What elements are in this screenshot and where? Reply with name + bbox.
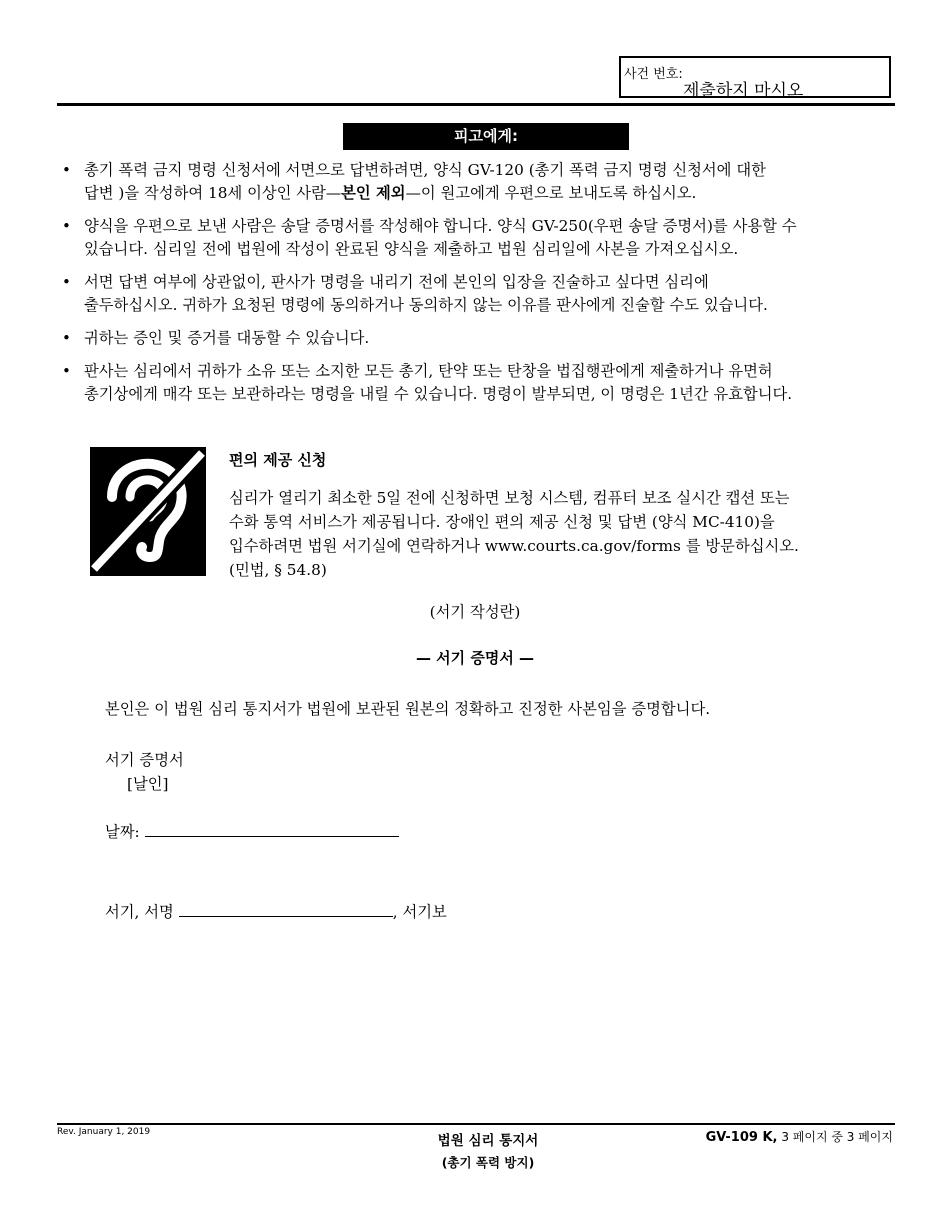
list-item <box>60 159 900 205</box>
bullet-line: 답변 )을 작성하여 18세 이상인 사람— <box>84 184 342 202</box>
signature-prefix: 서기, 서명 <box>105 903 174 921</box>
instruction-list <box>60 159 900 416</box>
accommodation-line: 입수하려면 법원 서기실에 연락하거나 www.courts.ca.gov/forms 를 방문하십시오. <box>229 537 799 555</box>
signature-suffix: , 서기보 <box>392 903 447 921</box>
bullet-line: 귀하는 증인 및 증거를 대동할 수 있습니다. <box>84 329 370 347</box>
bullet-line: 서면 답변 여부에 상관없이, 판사가 명령을 내리기 전에 본인의 입장을 진술하고 싶다면 심리에 <box>84 273 709 291</box>
bullet-line: 총기 폭력 금지 명령 신청서에 서면으로 답변하려면, 양식 GV-120 (총기 폭력 금지 명령 신청서에 대한 <box>84 161 766 179</box>
bullet-line: 총기상에게 매각 또는 보관하라는 명령을 내릴 수 있습니다. 명령이 발부되면, 이 명령은 1년간 유효합니다. <box>84 385 793 403</box>
accommodation-line: (민법, § 54.8) <box>229 561 327 579</box>
bullet-icon: • <box>62 217 71 235</box>
list-item <box>60 360 900 406</box>
bullet-line: 있습니다. 심리일 전에 법원에 작성이 완료된 양식을 제출하고 법원 심리일에 사본을 가져오십시오. <box>84 240 739 258</box>
accommodation-text <box>229 486 869 582</box>
bullet-icon: • <box>62 273 71 291</box>
bullet-icon: • <box>62 362 71 380</box>
bold-phrase: 본인 제외 <box>341 184 406 202</box>
signature-row <box>105 900 447 922</box>
date-field-row <box>105 820 399 842</box>
form-title: 법원 심리 통지서 <box>437 1133 539 1149</box>
bullet-line: —이 원고에게 우편으로 보내도록 하십시오. <box>405 184 697 202</box>
accommodation-line: 수화 통역 서비스가 제공됩니다. 장애인 편의 제공 신청 및 답변 (양식 MC-410)을 <box>229 513 775 531</box>
clerk-certificate-block <box>105 748 184 796</box>
clerk-signature-field[interactable] <box>179 902 393 917</box>
form-subtitle: (총기 폭력 방지) <box>441 1155 535 1170</box>
bullet-line: 판사는 심리에서 귀하가 소유 또는 소지한 모든 총기, 탄약 또는 탄창을 법집행관에게 제출하거나 유면허 <box>84 362 773 380</box>
bullet-line: 양식을 우편으로 보낸 사람은 송달 증명서를 작성해야 합니다. 양식 GV-250(우편 송달 증명서)를 사용할 수 <box>84 217 797 235</box>
case-number-label: 사건 번호: <box>624 67 683 82</box>
page-number <box>706 1128 893 1145</box>
case-number-box <box>619 56 891 101</box>
accommodation-line: 심리가 열리기 최소한 5일 전에 신청하면 보청 시스템, 컴퓨터 보조 실시간 캡션 또는 <box>229 489 790 507</box>
header-divider <box>57 103 895 106</box>
accommodation-title: 편의 제공 신청 <box>229 451 327 469</box>
certification-statement: 본인은 이 법원 심리 통지서가 법원에 보관된 원본의 정확하고 진정한 사본임을 증명합니다. <box>105 700 711 718</box>
hearing-assistance-icon <box>90 447 206 576</box>
date-field[interactable] <box>145 822 399 837</box>
date-label: 날짜: <box>105 823 140 841</box>
seal-label: [날인] <box>127 775 169 793</box>
section-banner: 피고에게: <box>343 123 629 150</box>
revision-date: Rev. January 1, 2019 <box>57 1127 151 1137</box>
list-item <box>60 215 900 261</box>
bullet-icon: • <box>62 161 71 179</box>
clerk-certificate-label: 서기 증명서 <box>105 751 184 769</box>
form-id: GV-109 K, <box>705 1130 778 1145</box>
bullet-line: 출두하십시오. 귀하가 요청된 명령에 동의하거나 동의하지 않는 이유를 판사에게 진술할 수도 있습니다. <box>84 296 768 314</box>
list-item <box>60 271 900 317</box>
case-number-value: 제출하지 마시오 <box>683 81 804 101</box>
clerk-use-label: (서기 작성란) <box>429 603 521 621</box>
page-count: 3 페이지 중 3 페이지 <box>781 1130 893 1144</box>
clerk-certificate-title: — 서기 증명서 — <box>415 649 535 667</box>
footer-divider <box>57 1123 895 1125</box>
list-item <box>60 327 900 350</box>
bullet-icon: • <box>62 329 71 347</box>
